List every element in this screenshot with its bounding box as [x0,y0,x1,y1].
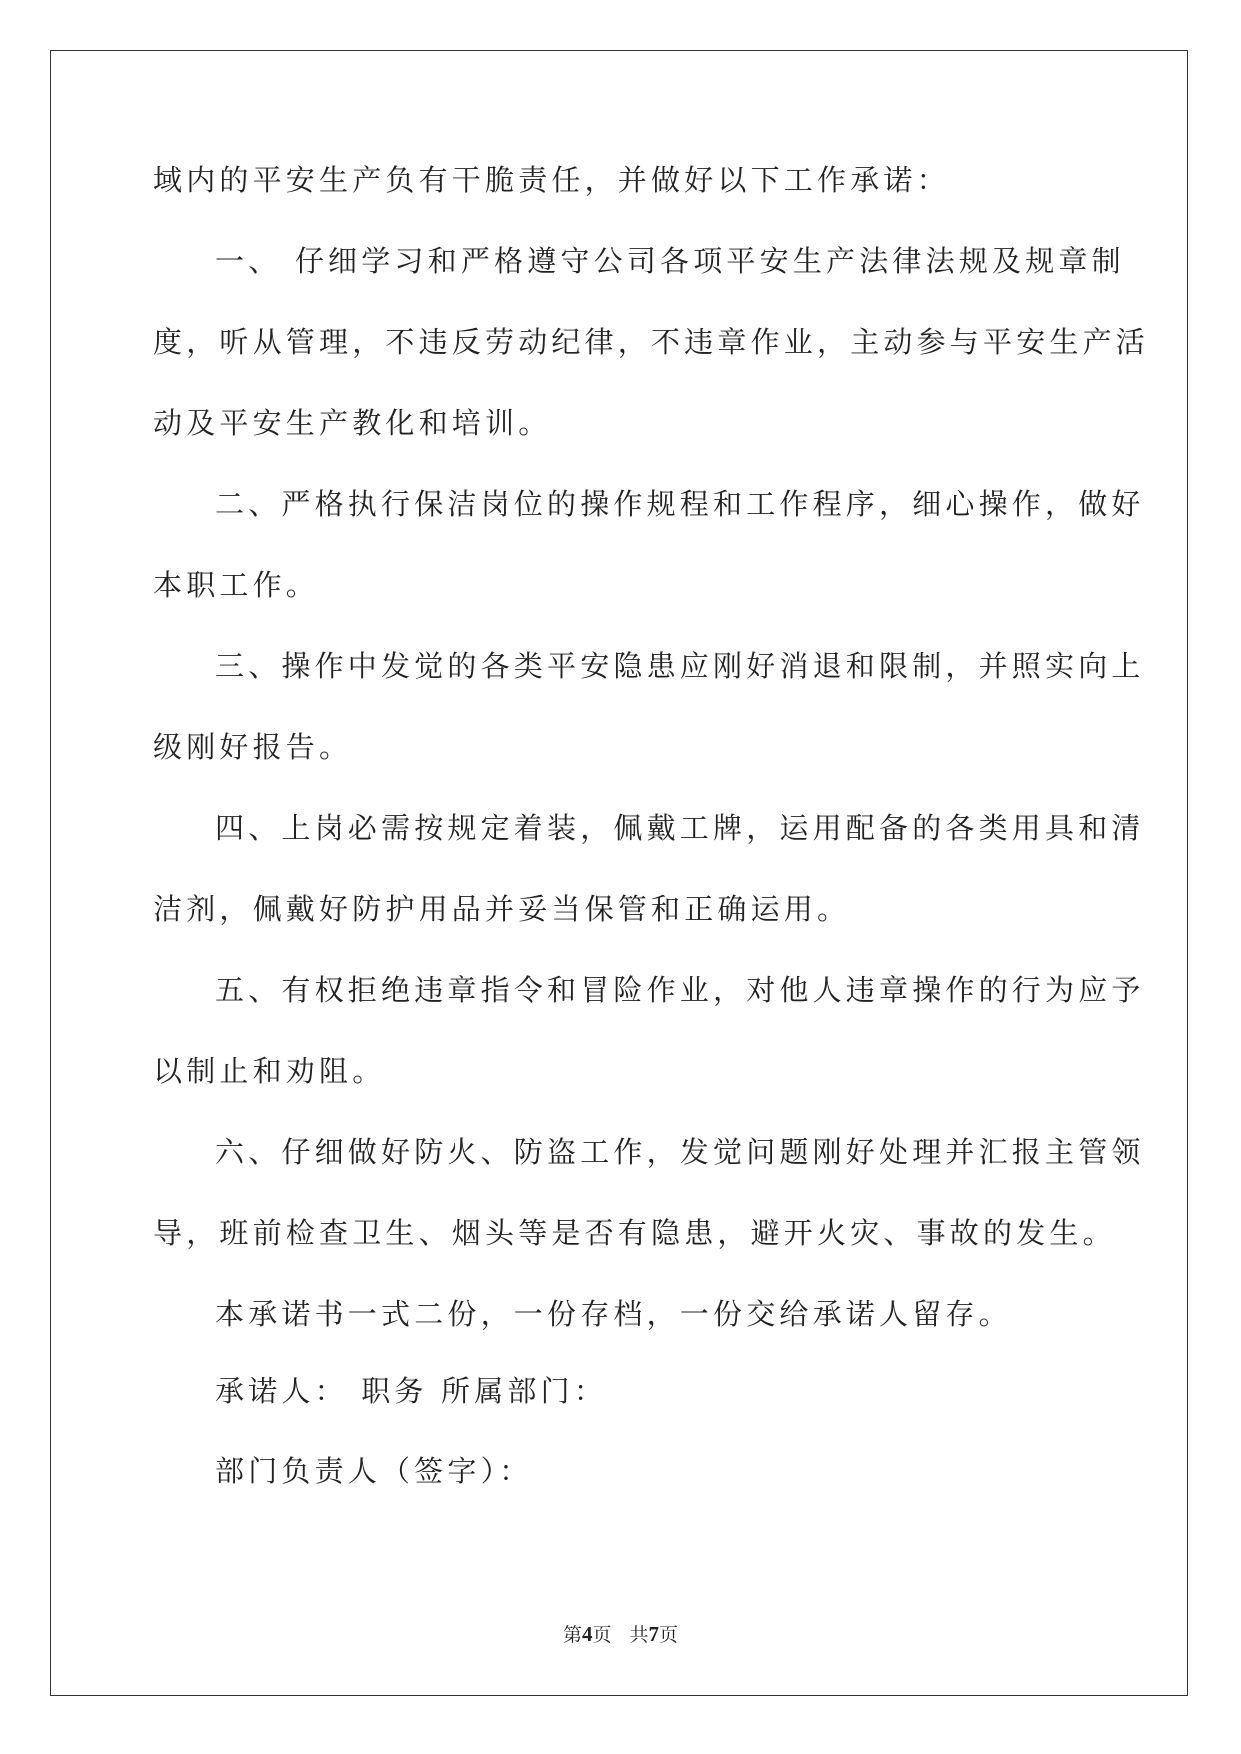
paragraph-line: 二、严格执行保洁岗位的操作规程和工作程序，细心操作，做好 [215,487,1145,521]
paragraph-line: 四、上岗必需按规定着装，佩戴工牌，运用配备的各类用具和清 [215,811,1145,845]
paragraph-line: 以制止和劝阻。 [153,1054,386,1088]
paragraph-line: 本职工作。 [153,568,320,602]
footer-total-prefix: 共 [629,1624,649,1646]
promisor-signature-line: 承诺人： 职务 所属部门： [215,1374,608,1408]
document-body [153,163,1150,1537]
total-pages-number: 7 [648,1622,660,1646]
paragraph-line: 级刚好报告。 [153,730,353,764]
department-head-signature-line: 部门负责人（签字）： [215,1454,533,1488]
paragraph-line: 动及平安生产教化和培训。 [153,406,552,440]
page-footer [0,1622,1241,1647]
paragraph-line: 一、 仔细学习和严格遵守公司各项平安生产法律法规及规章制 [215,244,1125,278]
paragraph-line: 域内的平安生产负有干脆责任，并做好以下工作承诺： [153,163,950,197]
copies-statement: 本承诺书一式二份，一份存档，一份交给承诺人留存。 [215,1297,1012,1331]
paragraph-line: 洁剂，佩戴好防护用品并妥当保管和正确运用。 [153,892,851,926]
paragraph-line: 导，班前检查卫生、烟头等是否有隐患，避开火灾、事故的发生。 [153,1216,1116,1250]
paragraph-line: 五、有权拒绝违章指令和冒险作业，对他人违章操作的行为应予 [215,973,1145,1007]
paragraph-line: 度，听从管理，不违反劳动纪律，不违章作业，主动参与平安生产活 [153,325,1150,359]
footer-page-suffix: 页 [592,1624,612,1646]
current-page-number: 4 [581,1622,593,1646]
paragraph-line: 三、操作中发觉的各类平安隐患应刚好消退和限制，并照实向上 [215,649,1145,683]
footer-total-suffix: 页 [659,1624,679,1646]
footer-prefix: 第 [562,1624,582,1646]
paragraph-line: 六、仔细做好防火、防盗工作，发觉问题刚好处理并汇报主管领 [215,1135,1145,1169]
